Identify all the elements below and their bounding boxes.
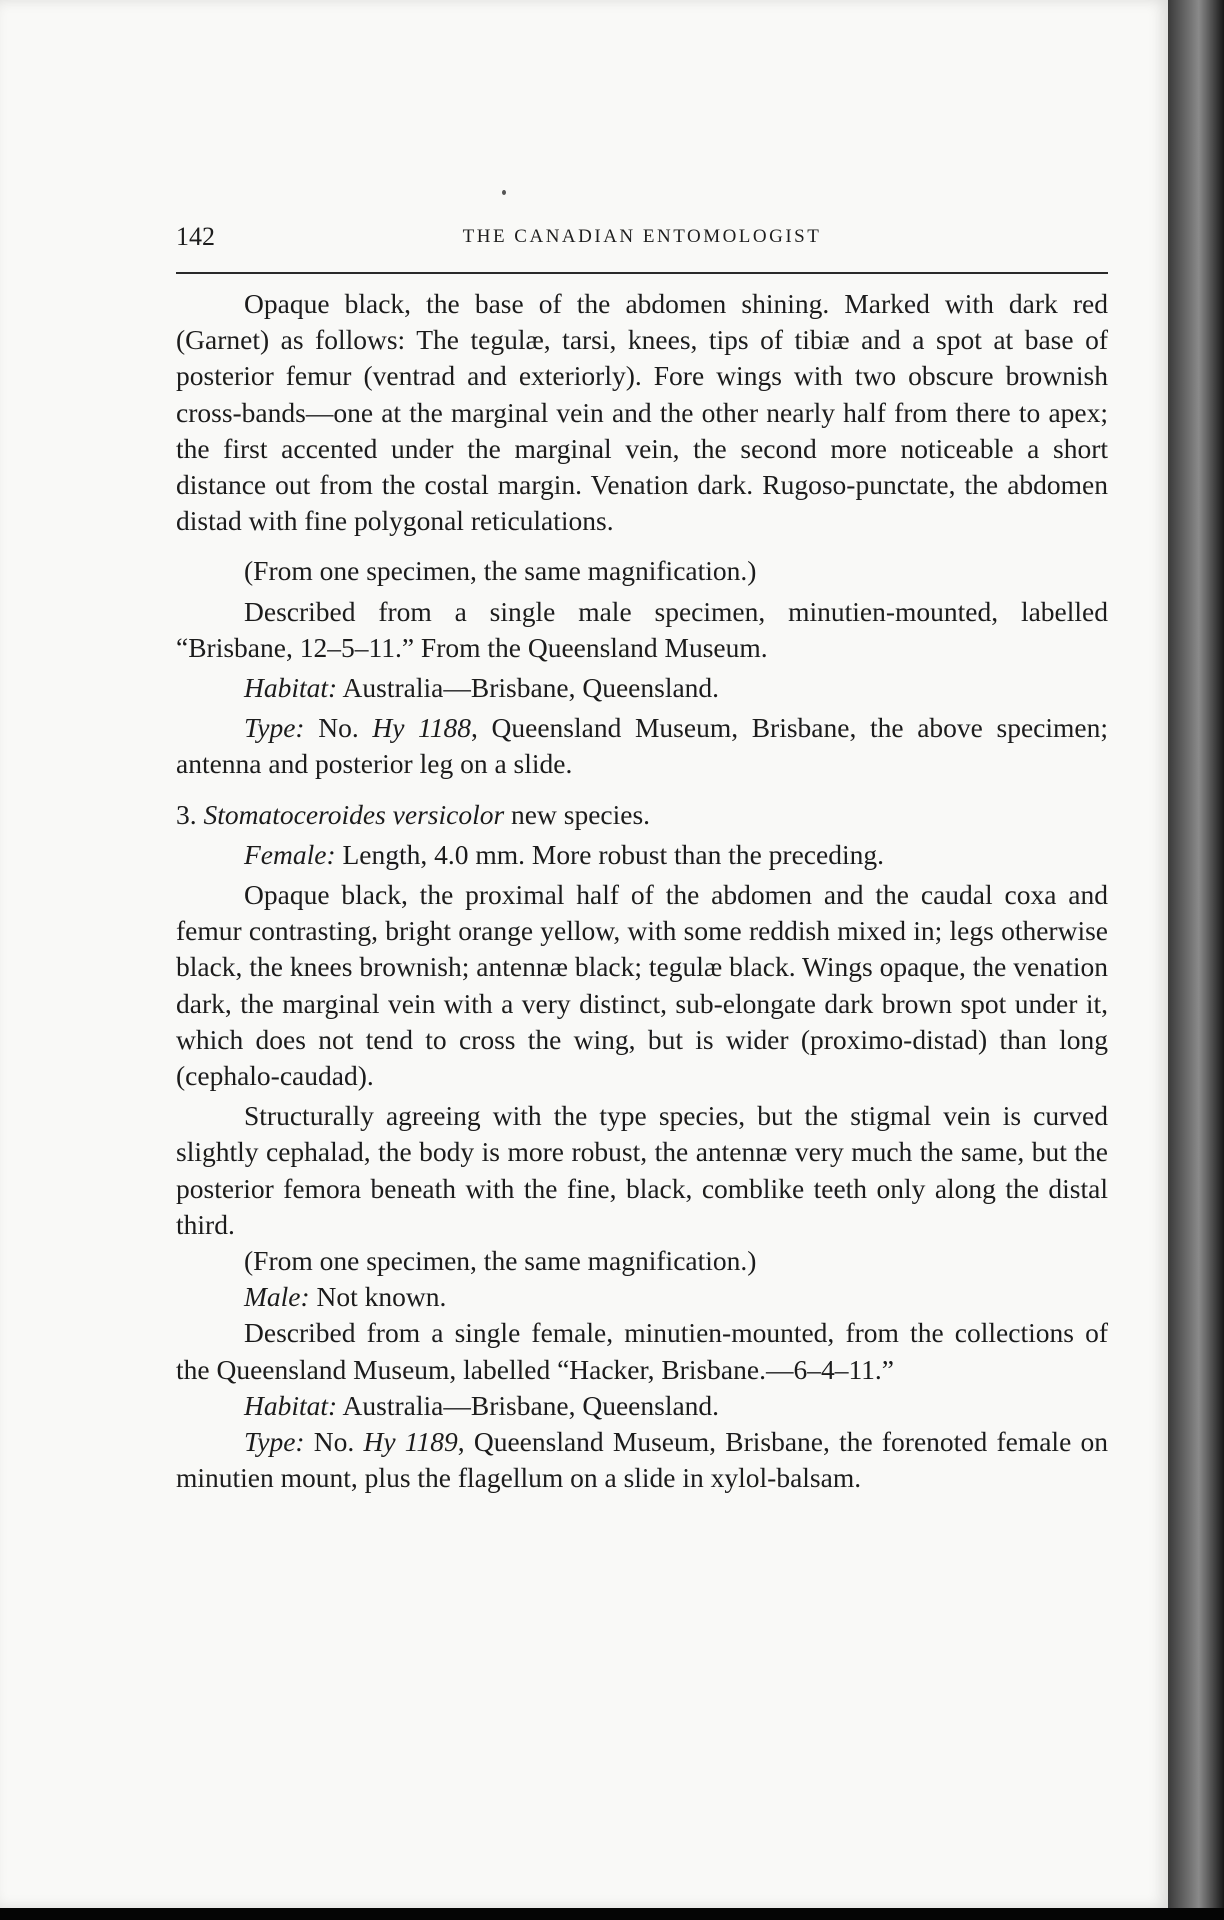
- species-heading: [176, 797, 1108, 833]
- paragraph-description: Opaque black, the base of the abdomen shining. Marked with dark red (Garnet) as follows: The tegulæ, tarsi, knees, tips of tibiæ and a spot at base of posterior femur (ventrad and exteriorly). Fore wings with two obscure brownish cross-bands—one at the marginal vein and the other nearly half from there to apex; the first accented under the marginal vein, the second more noticeable a short distance out from the costal margin. Venation dark. Rugoso-punctate, the abdomen distad with fine polygonal reticulations.: [176, 288, 1108, 537]
- habitat-label-2: Habitat:: [244, 1389, 338, 1421]
- male-label: Male:: [244, 1281, 310, 1313]
- type-label-2: Type:: [244, 1426, 305, 1458]
- type-text-2: , Queensland Museum, Brisbane, the forenoted female on minutien mount, plus the flagellum on a slide in xylol-balsam.: [176, 1426, 1108, 1494]
- paragraph-female: [176, 837, 1108, 873]
- type-prefix-2: No.: [304, 1426, 364, 1458]
- female-text: Length, 4.0 mm. More robust than the preceding.: [335, 838, 884, 870]
- paragraph-male: [176, 1279, 1108, 1315]
- paragraph-type-2: [176, 1424, 1108, 1496]
- species-number: 3.: [176, 798, 204, 830]
- paragraph-specimen-note: (From one specimen, the same magnification.): [244, 555, 757, 587]
- habitat-text: Australia—Brisbane, Queensland.: [337, 672, 720, 704]
- paragraph-specimen-note-2: (From one specimen, the same magnification.): [244, 1245, 757, 1277]
- type-number: Hy 1188: [372, 712, 471, 744]
- header-rule: [176, 272, 1108, 274]
- paragraph-habitat: [176, 670, 1108, 706]
- paragraph-described-from-2: Described from a single female, minutien-mounted, from the collections of the Queensland Museum, labelled “Hacker, Brisbane.—6–4–11.”: [176, 1317, 1108, 1385]
- paragraph-coloration: Opaque black, the proximal half of the abdomen and the caudal coxa and femur contrasting, bright orange yellow, with some reddish mixed in; legs otherwise black, the knees brownish; antennæ black; tegulæ black. Wings opaque, the venation dark, the marginal vein with a very distinct, sub-elongate dark brown spot under it, which does not tend to cross the wing, but is wider (proximo-distad) than long (cephalo-caudad).: [176, 879, 1108, 1092]
- male-text: Not known.: [309, 1281, 447, 1313]
- page-header: [176, 222, 1108, 258]
- ink-speck: [502, 190, 506, 195]
- type-prefix: No.: [304, 712, 373, 744]
- running-title: THE CANADIAN ENTOMOLOGIST: [462, 226, 822, 247]
- species-suffix: new species.: [504, 798, 651, 830]
- paragraph-type: [176, 710, 1108, 782]
- species-name: Stomatoceroides versicolor: [203, 798, 505, 830]
- type-text: , Queensland Museum, Brisbane, the above specimen; antenna and posterior leg on a slide.: [176, 712, 1108, 780]
- type-label: Type:: [244, 712, 305, 744]
- page-number: 142: [176, 222, 215, 251]
- paragraph-habitat-2: [176, 1388, 1108, 1424]
- scan-bottom-edge: [0, 1908, 1224, 1920]
- paragraph-described-from: Described from a single male specimen, minutien-mounted, labelled “Brisbane, 12–5–11.” From the Queensland Museum.: [176, 595, 1108, 663]
- habitat-label: Habitat:: [244, 672, 338, 704]
- female-label: Female:: [244, 838, 336, 870]
- book-spine-shadow: [1168, 0, 1224, 1920]
- paragraph-structure: Structurally agreeing with the type species, but the stigmal vein is curved slightly cephalad, the body is more robust, the antennæ very much the same, but the posterior femora beneath with the fine, black, comblike teeth only along the distal third.: [176, 1100, 1108, 1240]
- type-number-2: Hy 1189: [363, 1426, 458, 1458]
- habitat-text-2: Australia—Brisbane, Queensland.: [337, 1389, 720, 1421]
- body-text: [176, 286, 1108, 1497]
